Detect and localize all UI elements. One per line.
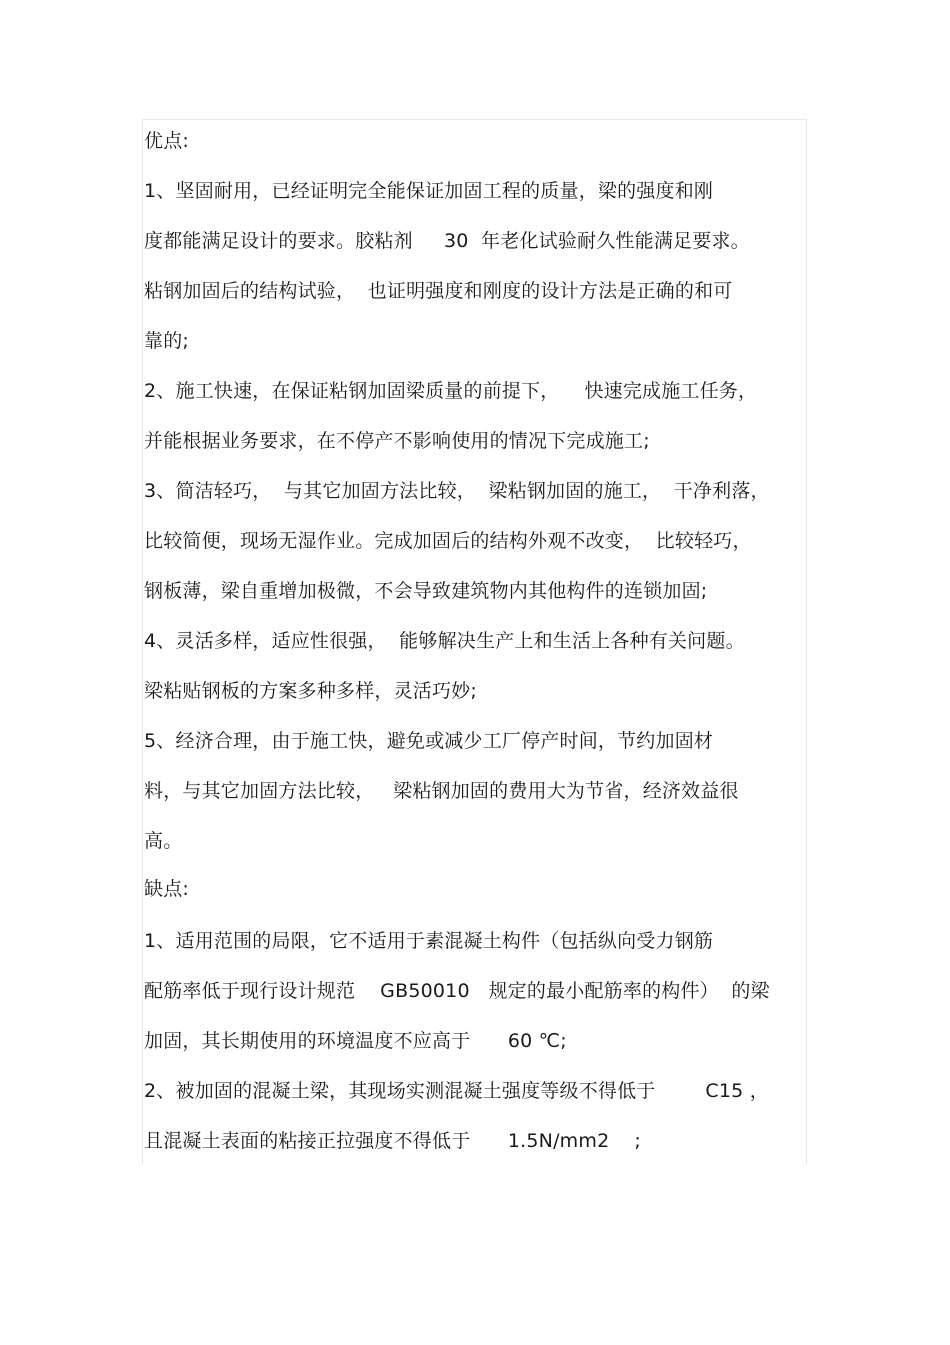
advantages-line-7: 3、简洁轻巧， 与其它加固方法比较， 梁粘钢加固的施工， 干净利落， (144, 480, 770, 502)
advantages-line-4: 靠的; (144, 330, 190, 352)
advantages-line-11: 梁粘贴钢板的方案多种多样，灵活巧妙; (144, 680, 478, 702)
advantages-line-6: 并能根据业务要求，在不停产不影响使用的情况下完成施工; (144, 430, 650, 452)
advantages-line-10: 4、灵活多样，适应性很强， 能够解决生产上和生活上各种有关问题。 (144, 630, 745, 652)
advantages-line-2: 度都能满足设计的要求。胶粘剂 30 年老化试验耐久性能满足要求。 (144, 230, 750, 252)
advantages-line-1: 1、坚固耐用，已经证明完全能保证加固工程的质量，梁的强度和刚 (144, 180, 714, 202)
disadvantages-line-4: 2、被加固的混凝土梁，其现场实测混凝土强度等级不得低于 C15 ， (144, 1080, 769, 1102)
disadvantages-heading: 缺点: (144, 878, 190, 900)
advantages-line-9: 钢板薄，梁自重增加极微，不会导致建筑物内其他构件的连锁加固; (144, 580, 708, 602)
disadvantages-line-1: 1、适用范围的局限，它不适用于素混凝土构件（包括纵向受力钢筋 (144, 930, 714, 952)
advantages-line-5: 2、施工快速，在保证粘钢加固梁质量的前提下， 快速完成施工任务， (144, 380, 758, 402)
disadvantages-line-3: 加固，其长期使用的环境温度不应高于 60 ℃; (144, 1030, 567, 1052)
disadvantages-line-2: 配筋率低于现行设计规范 GB50010 规定的最小配筋率的构件） 的梁 (144, 980, 770, 1002)
advantages-heading: 优点: (144, 130, 190, 152)
advantages-line-8: 比较简便，现场无湿作业。完成加固后的结构外观不改变， 比较轻巧， (144, 530, 752, 552)
advantages-line-14: 高。 (144, 830, 183, 852)
advantages-line-12: 5、经济合理，由于施工快，避免或减少工厂停产时间，节约加固材 (144, 730, 714, 752)
advantages-line-3: 粘钢加固后的结构试验， 也证明强度和刚度的设计方法是正确的和可 (144, 280, 733, 302)
disadvantages-line-5: 且混凝土表面的粘接正拉强度不得低于 1.5N/mm2 ; (144, 1130, 641, 1152)
advantages-line-13: 料，与其它加固方法比较， 梁粘钢加固的费用大为节省，经济效益很 (144, 780, 739, 802)
